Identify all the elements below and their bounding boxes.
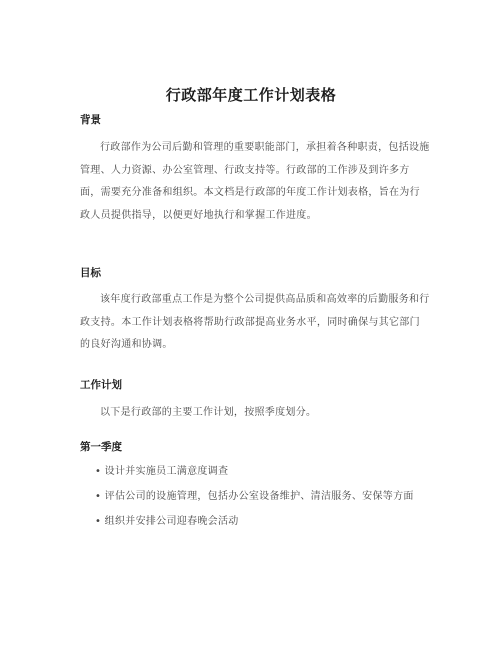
section-heading-q1: 第一季度: [80, 441, 122, 453]
document-title: 行政部年度工作计划表格: [165, 86, 337, 104]
list-item: • 评估公司的设施管理，包括办公室设备维护、清洁服务、安保等方面: [95, 491, 414, 502]
list-item: • 组织并安排公司迎春晚会活动: [95, 516, 239, 527]
list-item: • 设计并实施员工满意度调查: [95, 466, 229, 477]
q1-bullet-list: [80, 461, 430, 532]
section-heading-goal: 目标: [80, 267, 101, 279]
section-heading-background: 背景: [80, 114, 101, 126]
section-paragraph-work-plan: 以下是行政部的主要工作计划，按照季度划分。: [100, 407, 317, 418]
section-heading-work-plan: 工作计划: [80, 379, 122, 391]
section-paragraph-goal: 该年度行政部重点工作是为整个公司提供高品质和高效率的后勤服务和行政支持。本工作计划表格将帮助行政部提高业务水平，同时确保与其它部门的良好沟通和协调。: [80, 294, 430, 350]
section-paragraph-background: 行政部作为公司后勤和管理的重要职能部门，承担着各种职责，包括设施管理、人力资源、办公室管理、行政支持等。行政部的工作涉及到许多方面，需要充分准备和组织。本文档是行政部的年度工作计划表格，旨在为行政人员提供指导，以便更好地执行和掌握工作进度。: [80, 142, 430, 221]
